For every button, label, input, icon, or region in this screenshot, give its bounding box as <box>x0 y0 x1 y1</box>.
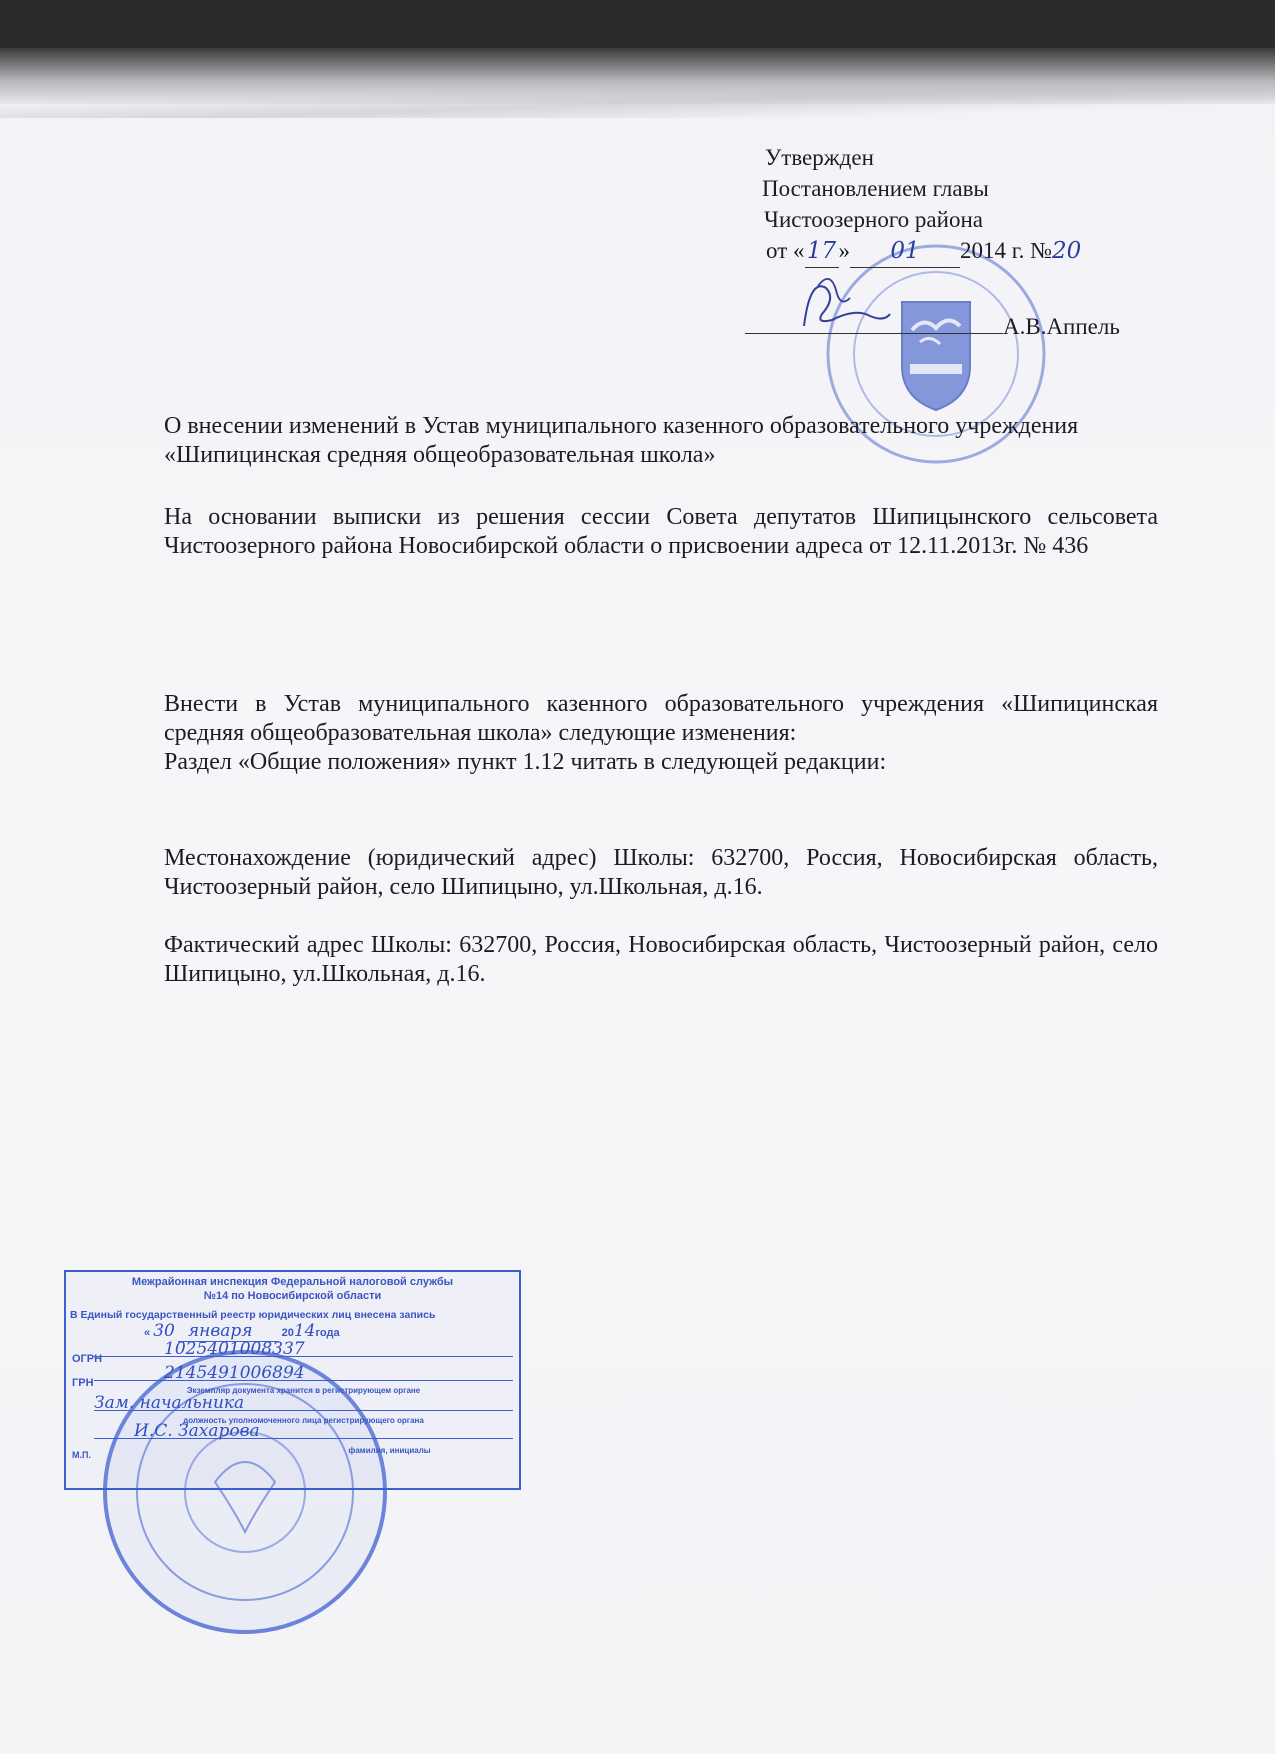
paper-fold <box>0 88 1275 118</box>
stamp-grn-value: 2145491006894 <box>164 1363 305 1383</box>
date-number: 20 <box>1052 238 1082 264</box>
registration-stamp <box>64 1270 521 1490</box>
stamp-date-row <box>144 1321 513 1341</box>
signature-underline <box>745 315 1003 334</box>
date-day: 17 <box>805 236 839 268</box>
stamp-line-1: Межрайонная инспекция Федеральной налоговой службы <box>131 1276 454 1288</box>
approval-line-3: Чистоозерного района <box>764 207 983 232</box>
stamp-date-year-prefix: 20 <box>281 1327 294 1339</box>
stamp-copy-note: Экземпляр документа хранится в регистрирующем органе <box>186 1386 421 1395</box>
amendment-paragraph <box>164 690 1158 777</box>
stamp-name-line <box>94 1421 513 1441</box>
stamp-name-note: фамилия, инициалы <box>348 1446 431 1455</box>
basis-paragraph: На основании выписки из решения сессии Совета депутатов Шипицынского сельсовета Чистоозерного района Новосибирской области о присвоении адреса от 12.11.2013г. № 436 <box>164 504 1158 559</box>
amendment-line-2: Раздел «Общие положения» пункт 1.12 читать в следующей редакции: <box>164 749 887 775</box>
actual-address-paragraph: Фактический адрес Школы: 632700, Россия, Новосибирская область, Чистоозерный район, село Шипицыно, ул.Школьная, д.16. <box>164 932 1158 987</box>
stamp-date-year: 14 <box>293 1321 316 1341</box>
approval-date-line <box>762 235 1182 268</box>
approval-block <box>762 142 1182 268</box>
stamp-ogrn-label: ОГРН <box>72 1353 103 1365</box>
document-title: О внесении изменений в Устав муниципального казенного образовательного учреждения «Шипицинская средняя общеобразовательная школа» <box>164 413 1079 468</box>
approval-line-1: Утвержден <box>765 145 874 170</box>
stamp-mp-label: М.П. <box>72 1450 91 1460</box>
stamp-grn-label: ГРН <box>72 1377 94 1389</box>
amendment-line-1: Внести в Устав муниципального казенного образовательного учреждения «Шипицинская средняя общеобразовательная школа» следующие изменения: <box>164 691 1158 746</box>
date-prefix: от « <box>766 238 805 263</box>
stamp-line-2: №14 по Новосибирской области <box>203 1290 382 1302</box>
stamp-official-position: Зам. начальника <box>94 1393 245 1413</box>
stamp-ogrn-line <box>94 1339 513 1359</box>
approval-line-2: Постановлением главы <box>762 176 989 201</box>
stamp-ogrn-value: 1025401008337 <box>164 1339 305 1359</box>
stamp-position-note: должность уполномоченного лица регистрирующего органа <box>183 1416 424 1425</box>
signature-line <box>745 314 1120 340</box>
stamp-date-day: 30 <box>153 1321 175 1341</box>
stamp-date-suffix: года <box>315 1327 340 1339</box>
stamp-official-name: И.С. Захарова <box>134 1421 260 1441</box>
signatory-name: А.В.Аппель <box>1003 314 1120 339</box>
stamp-date-month: января <box>178 1321 279 1342</box>
stamp-date-open: « <box>144 1327 151 1339</box>
date-month: 01 <box>850 236 960 268</box>
legal-address-paragraph: Местонахождение (юридический адрес) Школы: 632700, Россия, Новосибирская область, Чистоозерный район, село Шипицыно, ул.Школьная, д.16. <box>164 845 1158 900</box>
stamp-line-3: В Единый государственный реестр юридических лиц внесена запись <box>70 1309 436 1321</box>
date-mid: » <box>838 238 850 263</box>
date-year: 2014 г. № <box>960 238 1053 263</box>
stamp-position-line <box>94 1393 513 1413</box>
stamp-grn-line <box>94 1363 513 1383</box>
